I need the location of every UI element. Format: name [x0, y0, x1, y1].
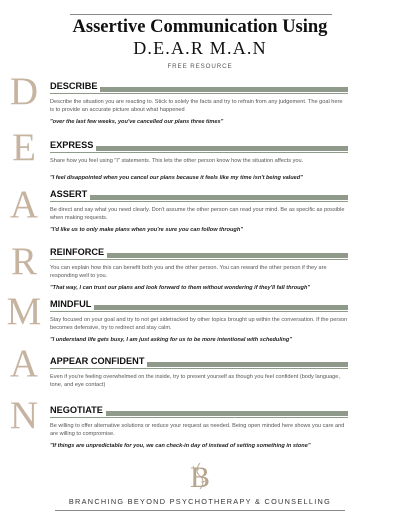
- section-description: You can explain how this can benefit both you and the other person. You can reward the other person if they are responding well to you.: [50, 265, 327, 279]
- section-header: [50, 355, 348, 371]
- subtitle: FREE RESOURCE: [167, 63, 233, 70]
- svg-text:B: B: [189, 461, 211, 492]
- section-appear-confident: [50, 355, 348, 389]
- section-mindful: [50, 298, 348, 345]
- section-bar: [50, 305, 348, 310]
- section-bar: [50, 195, 348, 200]
- section-description: Even if you're feeling overwhelmed on the inside, try to present yourself as though you feel confident (body language, tone, and eye contact): [50, 374, 340, 388]
- top-divider: [70, 14, 332, 15]
- section-underline: [50, 152, 348, 153]
- section-example: "If things are unpredictable for you, we can check-in day of instead of setting something in stone": [50, 443, 311, 450]
- section-underline: [50, 417, 348, 418]
- section-header: [50, 80, 348, 96]
- section-underline: [50, 368, 348, 369]
- section-header: [50, 404, 348, 420]
- section-underline: [50, 201, 348, 202]
- page-title-line2: D.E.A.R M.A.N: [133, 38, 267, 58]
- section-description: Be willing to offer alternative solutions or reduce your request as needed. Being open minded here shows you care and are willing to compromise.: [50, 423, 345, 437]
- section-negotiate: [50, 404, 348, 451]
- section-example: "That way, I can trust our plans and look forward to them without wondering if they'll fall through": [50, 285, 311, 292]
- side-letter-d: D: [9, 70, 39, 113]
- section-describe: [50, 80, 348, 127]
- side-letter-m: M: [6, 290, 42, 333]
- section-reinforce: [50, 246, 348, 293]
- side-letter-a2: A: [9, 342, 39, 385]
- section-header: [50, 246, 348, 262]
- section-header: [50, 188, 348, 204]
- section-header: [50, 298, 348, 314]
- section-title: MINDFUL: [50, 299, 94, 310]
- side-letter-n: N: [9, 394, 39, 437]
- section-description: Describe the situation you are reacting to. Stick to solely the facts and try to refrain from any judgement. The goal here is to provide an accurate picture about what happened: [50, 99, 343, 113]
- section-title: REINFORCE: [50, 247, 107, 258]
- side-letter-r: R: [10, 240, 37, 283]
- section-header: [50, 139, 348, 155]
- side-letter-a: A: [9, 183, 39, 226]
- section-title: DESCRIBE: [50, 81, 100, 92]
- section-example: "I feel disappointed when you cancel our plans because it feels like my time isn't being valued": [50, 174, 303, 181]
- section-assert: [50, 188, 348, 235]
- bottom-divider: [55, 510, 345, 511]
- branching-beyond-logo-icon: [187, 460, 213, 492]
- section-description: Share how you feel using "I" statements. This lets the other person know how the situation affects you.: [50, 158, 304, 164]
- section-title: EXPRESS: [50, 140, 96, 151]
- section-example: "I understand life gets busy, I am just asking for us to be more intentional with scheduling": [50, 337, 292, 344]
- section-title: ASSERT: [50, 189, 90, 200]
- section-express: [50, 139, 348, 182]
- footer-organization: BRANCHING BEYOND PSYCHOTHERAPY & COUNSELLING: [68, 497, 332, 506]
- section-description: Be direct and say what you need clearly. Don't assume the other person can read your mind. Be as specific as possible when making requests.: [50, 207, 345, 221]
- section-underline: [50, 259, 348, 260]
- section-underline: [50, 93, 348, 94]
- section-title: APPEAR CONFIDENT: [50, 356, 147, 367]
- section-description: Stay focused on your goal and try to not get sidetracked by other topics brought up within the conversation. If the person becomes defensive, try to redirect and stay calm.: [50, 317, 348, 331]
- section-example: "I'd like us to only make plans when you're sure you can follow through": [50, 227, 243, 234]
- section-underline: [50, 311, 348, 312]
- section-example: "over the last few weeks, you've cancelled our plans three times": [50, 119, 224, 126]
- section-title: NEGOTIATE: [50, 405, 106, 416]
- page-title-line1: Assertive Communication Using: [72, 17, 328, 37]
- side-letter-e: E: [12, 126, 36, 169]
